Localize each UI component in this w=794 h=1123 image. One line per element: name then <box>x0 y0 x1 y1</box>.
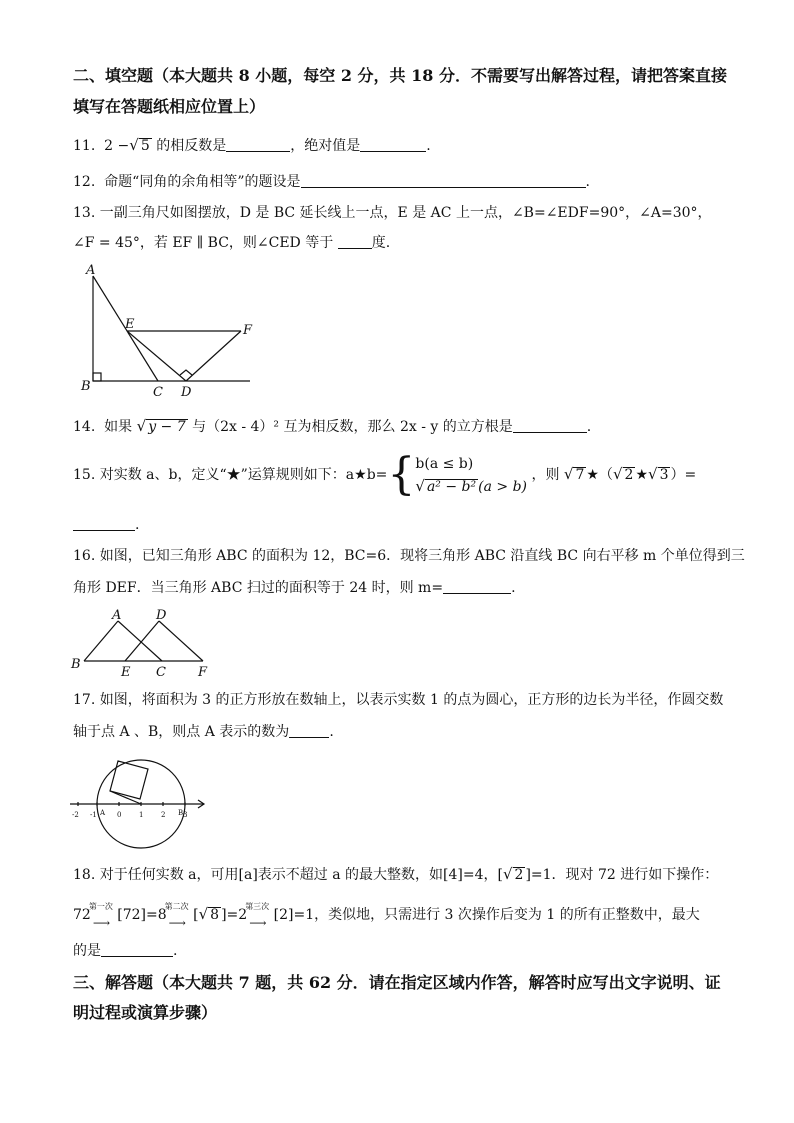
question-18-line2: 72 第一次 ⟶ [72]=8 第二次 ⟶ [√ 8 ]=2 第三次 ⟶ [2]=1，类似地，只需进行 3 次操作后变为 1 的所有正整数中，最大 <box>73 902 700 930</box>
answer-blank[interactable] <box>289 723 329 738</box>
question-13-line1: 13. 一副三角尺如图摆放，D 是 BC 延长线上一点，E 是 AC 上一点，∠B=∠EDF=90°，∠A=30°， <box>73 205 712 221</box>
question-18-line3: 的是 . <box>73 943 178 959</box>
answer-blank[interactable] <box>443 579 511 594</box>
label-F: F <box>198 665 208 680</box>
label-A: A <box>86 263 96 278</box>
label-D: D <box>181 385 192 397</box>
answer-blank[interactable] <box>73 516 135 531</box>
label-E: E <box>125 317 135 332</box>
section-heading-fill-blank: 二、填空题（本大题共 8 小题，每空 2 分，共 18 分．不需要写出解答过程，请把答案直接 <box>73 66 727 85</box>
question-15-answer: . <box>73 515 139 535</box>
section-heading-answer: 三、解答题（本大题共 7 题，共 62 分．请在指定区域内作答，解答时应写出文字说明、证 <box>73 973 721 992</box>
point-A-label: A <box>100 809 106 817</box>
q13-triangle-figure <box>78 262 258 397</box>
point-B-label: B <box>178 809 184 817</box>
answer-blank[interactable] <box>226 137 290 152</box>
tick-label: -2 <box>72 811 79 819</box>
question-16-line2: 角形 DEF．当三角形 ABC 扫过的面积等于 24 时，则 m= . <box>73 580 516 596</box>
question-13-line2: ∠F = 45°，若 EF ∥ BC，则∠CED 等于 度. <box>73 235 391 251</box>
section-heading-fill-blank-cont: 填写在答题纸相应位置上） <box>73 97 266 116</box>
question-17-line2: 轴于点 A 、B，则点 A 表示的数为 . <box>73 724 334 740</box>
answer-blank[interactable] <box>338 234 372 249</box>
answer-blank[interactable] <box>301 173 586 188</box>
question-12: 12. 命题“同角的余角相等”的题设是 . <box>73 174 590 190</box>
tick-label: 3 <box>183 811 188 819</box>
operation-arrow: 第二次 ⟶ <box>164 902 189 930</box>
question-11: 11. 2 −√ 5 的相反数是 ，绝对值是 . <box>73 136 431 154</box>
question-16-line1: 16. 如图，已知三角形 ABC 的面积为 12，BC=6．现将三角形 ABC 沿直线 BC 向右平移 m 个单位得到三 <box>73 548 745 564</box>
question-15: 15. 对实数 a、b，定义“★”运算规则如下：a★b={b(a ≤ b) √ a² − b² (a > b) ，则 √ 7 ★（√ 2 ★√ 3 ）= <box>73 449 697 500</box>
operation-arrow: 第一次 ⟶ <box>88 902 113 930</box>
label-C: C <box>153 385 163 397</box>
label-B: B <box>71 657 81 672</box>
label-D: D <box>156 608 167 623</box>
label-C: C <box>156 665 166 680</box>
question-17-line1: 17. 如图，将面积为 3 的正方形放在数轴上，以表示实数 1 的点为圆心，正方形的边长为半径，作圆交数 <box>73 692 724 708</box>
question-18-line1: 18. 对于任何实数 a，可用[a]表示不超过 a 的最大整数，如[4]=4，[√ 2 ]=1．现对 72 进行如下操作： <box>73 865 719 883</box>
tick-label: 2 <box>161 811 166 819</box>
answer-blank[interactable] <box>101 942 173 957</box>
label-B: B <box>81 379 91 394</box>
label-A: A <box>112 608 122 623</box>
answer-blank[interactable] <box>360 137 426 152</box>
tick-label: 1 <box>139 811 144 819</box>
section-heading-answer-cont: 明过程或演算步骤） <box>73 1003 218 1022</box>
label-F: F <box>243 323 253 338</box>
q16-translation-figure <box>70 606 215 680</box>
tick-label: 0 <box>117 811 122 819</box>
answer-blank[interactable] <box>513 418 587 433</box>
tick-label: -1 <box>90 811 97 819</box>
q17-number-line-figure <box>66 755 211 850</box>
operation-arrow: 第三次 ⟶ <box>245 902 270 930</box>
label-E: E <box>121 665 131 680</box>
question-14: 14. 如果 √ y − 7 与（2x - 4）² 互为相反数，那么 2x - y 的立方根是 . <box>73 417 592 435</box>
